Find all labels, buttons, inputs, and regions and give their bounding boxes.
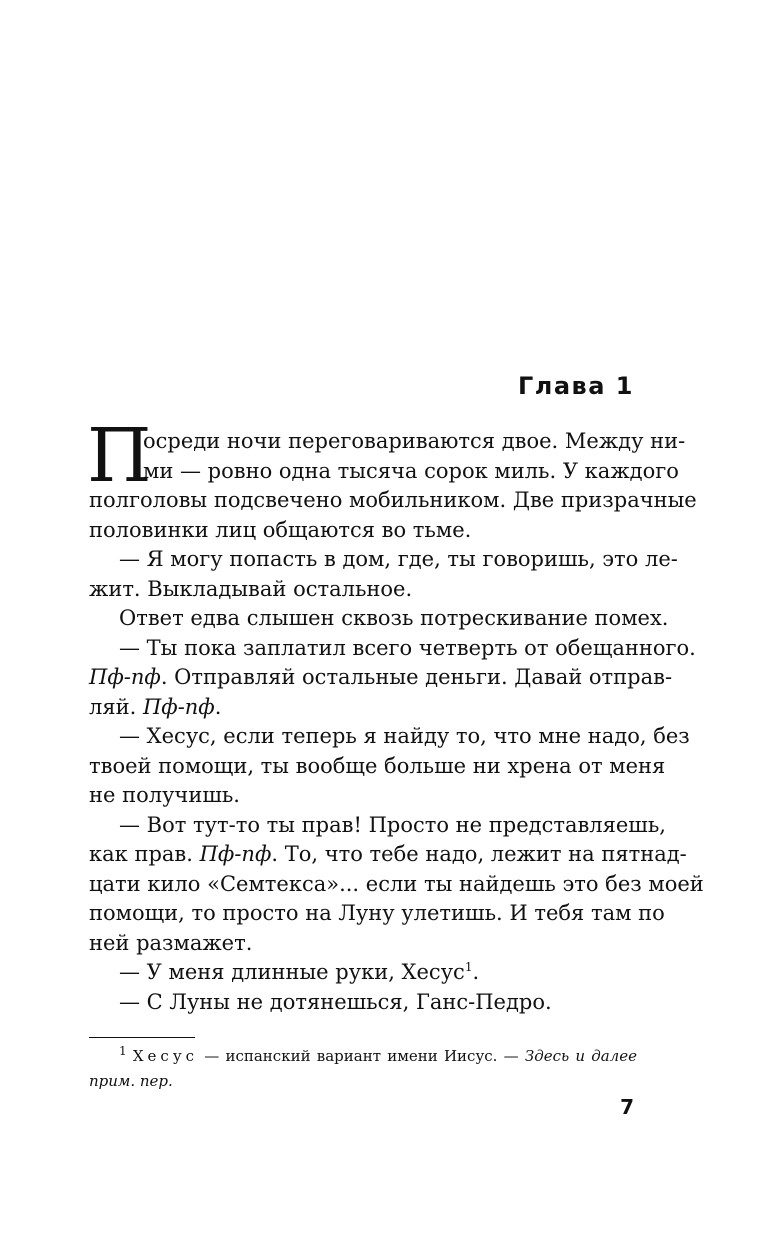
footnote-italic: Здесь и далее: [524, 1047, 637, 1065]
text-line: — С Луны не дотянешься, Ганс-Педро.: [119, 989, 552, 1014]
text-line: [89, 663, 673, 693]
italic-text: Пф-пф: [199, 842, 272, 866]
footnote-line: [89, 1044, 637, 1069]
footnote-reference: 1: [464, 960, 473, 974]
text-line: половинки лиц общаются во тьме.: [89, 517, 472, 542]
text-line: — Хесус, если теперь я найду то, что мне надо, без: [119, 724, 690, 748]
text-line: ми — ровно одна тысяча сорок миль. У каждого: [143, 458, 679, 483]
italic-text: Пф-пф: [142, 694, 215, 719]
text-line: цати кило «Семтекса»... если ты найдешь это без моей: [89, 871, 704, 896]
text-line: — Вот тут-то ты прав! Просто не представляешь,: [119, 812, 666, 837]
body-text: [87, 413, 704, 1017]
text-line: [89, 840, 687, 870]
footnote-italic: прим. пер.: [89, 1072, 173, 1090]
footnote: [89, 1044, 637, 1094]
text-fragment: .: [214, 694, 222, 719]
text-line: осреди ночи переговариваются двое. Между ни-: [143, 429, 686, 453]
drop-cap: П: [87, 413, 152, 499]
text-line: [89, 693, 637, 723]
text-fragment: . Отправляй остальные деньги. Давай отправ-: [160, 665, 673, 689]
footnote-line: [89, 1069, 637, 1094]
footnote-text: — испанский вариант имени Иисус. —: [198, 1047, 525, 1065]
text-line: — Ты пока заплатил всего четверть от обещанного.: [119, 635, 696, 660]
text-line: твоей помощи, ты вообще больше ни хрена от меня: [89, 753, 666, 778]
text-line: ней размажет.: [89, 930, 253, 955]
text-line: не получишь.: [89, 783, 240, 807]
text-line: жит. Выкладывай остальное.: [89, 576, 413, 601]
chapter-title: Глава 1: [517, 372, 634, 400]
text-line: — Я могу попасть в дом, где, ты говоришь, это ле-: [119, 547, 678, 571]
italic-text: Пф-пф: [89, 665, 161, 689]
text-line: [89, 958, 637, 988]
footnote-divider: [89, 1037, 195, 1038]
footnote-term: Хесус: [132, 1047, 199, 1065]
text-line: помощи, то просто на Луну улетишь. И тебя там по: [89, 901, 665, 925]
page-number: 7: [620, 1095, 634, 1119]
text-fragment: . То, что тебе надо, лежит на пятнад-: [271, 842, 687, 866]
footnote-mark: 1: [119, 1044, 127, 1058]
text-fragment: .: [472, 960, 480, 984]
text-line: Ответ едва слышен сквозь потрескивание помех.: [119, 606, 669, 630]
text-fragment: — У меня длинные руки, Хесус: [119, 960, 465, 984]
text-fragment: как прав.: [89, 842, 200, 866]
text-fragment: ляй.: [89, 694, 143, 719]
text-line: полголовы подсвечено мобильником. Две призрачные: [89, 488, 697, 512]
